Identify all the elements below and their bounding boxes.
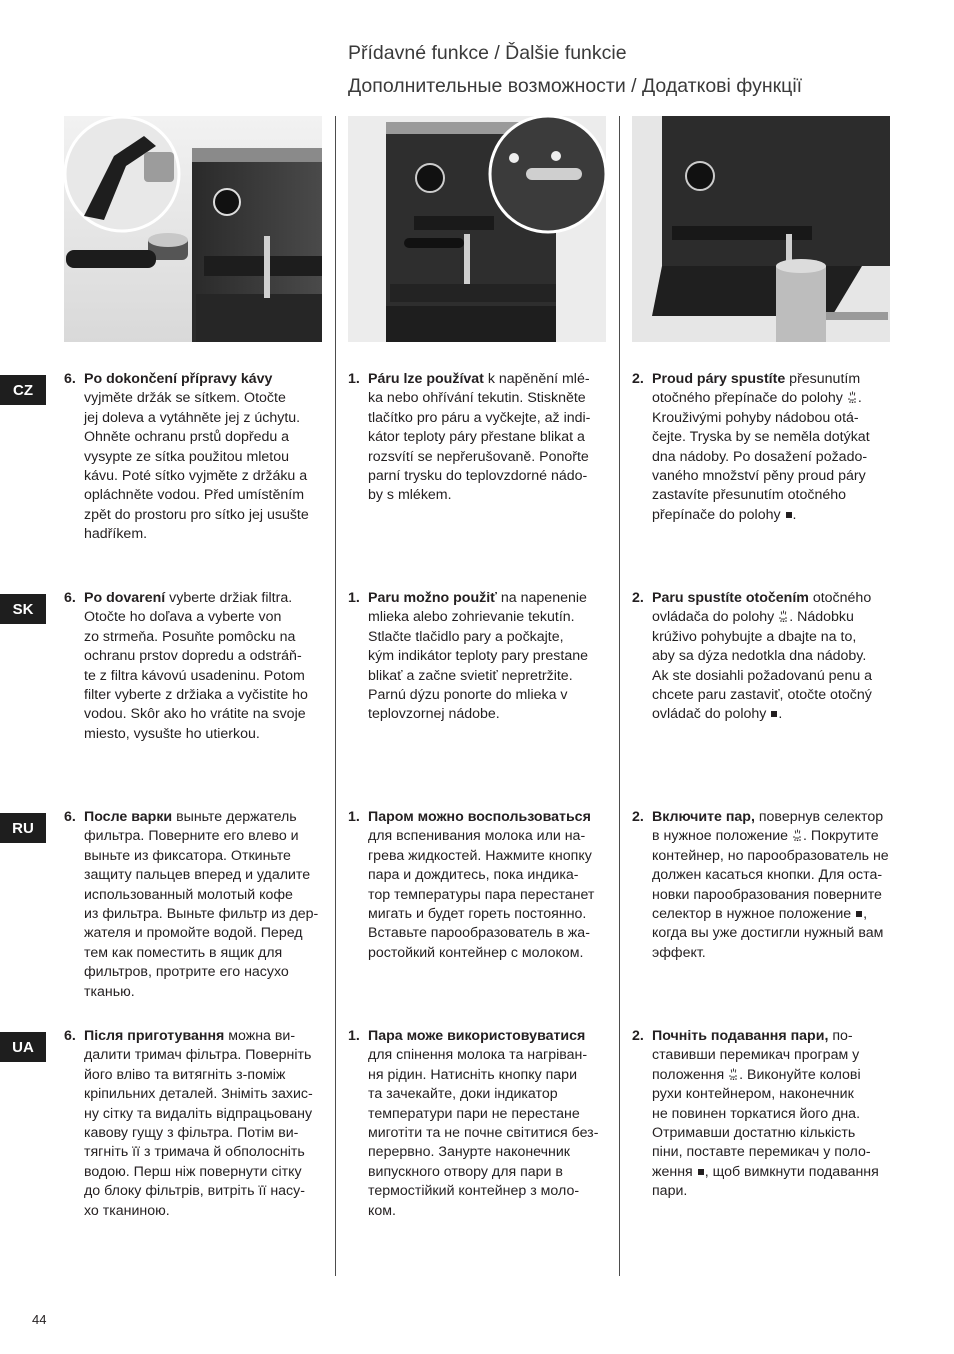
sk-step-2 — [632, 589, 872, 725]
step-text: не повинен торкатися його дна. — [652, 1105, 861, 1122]
step-text: його вліво та витягніть з-поміж — [84, 1066, 286, 1083]
step-text-line — [652, 506, 870, 525]
step-text-line — [368, 1182, 598, 1201]
step-text: filter vyberte z držiaka a vyčistite ho — [84, 687, 308, 704]
step-text: otočného — [808, 590, 872, 606]
step-text: пара и дождитесь, пока индика- — [368, 867, 579, 884]
step-lead-bold: Po dokončení přípravy kávy — [84, 371, 273, 387]
step-text: положення — [652, 1066, 729, 1083]
step-text: , — [863, 906, 868, 923]
step-text-line — [84, 608, 308, 627]
step-text-line — [84, 1163, 313, 1182]
step-text-line — [84, 924, 318, 943]
step-text-line — [84, 409, 309, 428]
step-text-line — [652, 1027, 879, 1046]
step-text-line — [368, 589, 588, 608]
step-text-line — [84, 667, 308, 686]
step-text-line — [368, 905, 594, 924]
step-text-line — [84, 589, 308, 608]
page-title: Přídavné funkce / Ďalšie funkcie — [348, 42, 627, 64]
step-text: miesto, vysušte ho utierkou. — [84, 725, 260, 742]
step-text-line — [652, 389, 870, 408]
step-text-line — [652, 608, 872, 627]
step-text-line — [84, 1182, 313, 1201]
step-number: 1. — [348, 809, 360, 825]
step-text: k napěnění mlé- — [483, 371, 590, 387]
column-divider — [335, 116, 336, 1276]
step-number: 6. — [64, 1028, 76, 1044]
photo-steam-button — [348, 116, 606, 342]
step-text: термостійкий контейнер з моло- — [368, 1183, 580, 1200]
step-text: mlieka alebo zohrievanie tekutín. — [368, 609, 575, 626]
step-lead-bold: Proud páry spustíte — [652, 371, 786, 387]
step-text: повернув селектор — [754, 809, 884, 825]
step-text-line — [368, 827, 594, 846]
step-text: до блоку фільтрів, витріть її насу- — [84, 1183, 305, 1200]
step-text: dna nádoby. Po dosažení požado- — [652, 448, 868, 465]
steam-icon — [792, 829, 803, 841]
step-text: . Nádobku — [789, 609, 854, 626]
step-number: 6. — [64, 371, 76, 387]
step-text-line — [652, 370, 870, 389]
step-text: температури пари не перестане — [368, 1105, 580, 1122]
step-lead-bold: Почніть подавання пари, — [652, 1028, 829, 1044]
step-text: . — [857, 390, 862, 407]
page-subtitle: Дополнительные возможности / Додаткові функції — [348, 75, 803, 97]
steam-icon — [778, 610, 789, 622]
step-text-line — [368, 808, 594, 827]
step-text: teplovzornej nádobe. — [368, 706, 500, 723]
step-text: та зачекайте, доки індикатор — [368, 1086, 558, 1103]
step-text-line — [84, 905, 318, 924]
step-text: водою. Перш ніж повернути сітку — [84, 1163, 302, 1180]
step-text: піни, поставте перемикач у поло- — [652, 1144, 871, 1161]
step-text-line — [652, 866, 889, 885]
sk-step-1 — [348, 589, 588, 725]
step-text-line — [368, 608, 588, 627]
step-text-line — [368, 667, 588, 686]
step-text-line — [84, 647, 308, 666]
cz-step-1 — [348, 370, 590, 506]
cz-step-6 — [64, 370, 309, 545]
step-text-line — [368, 1027, 598, 1046]
step-text: для спінення молока та нагріван- — [368, 1047, 588, 1064]
ua-step-6 — [64, 1027, 313, 1221]
step-text: kávu. Poté sítko vyjměte z držáku a — [84, 468, 308, 485]
step-text: тор температуры пара перестанет — [368, 886, 595, 903]
step-text-line — [368, 467, 590, 486]
step-text: ochranu prstov dopredu a odstráň- — [84, 648, 302, 665]
step-text: Parnú dýzu ponorte do mlieka v — [368, 687, 568, 704]
step-text: тягніть її з тримача й обполосніть — [84, 1144, 305, 1161]
step-text: Ohněte ochranu prstů dopředu a — [84, 429, 290, 446]
step-text: миготіти та не почне світитися без- — [368, 1125, 599, 1142]
step-text-line — [652, 827, 889, 846]
step-text-line — [368, 647, 588, 666]
step-lead-bold: После варки — [84, 809, 173, 825]
step-number: 2. — [632, 1028, 644, 1044]
column-divider — [619, 116, 620, 1276]
ru-step-2 — [632, 808, 889, 963]
step-text-line — [368, 1163, 598, 1182]
step-text-line — [84, 808, 318, 827]
step-text-line — [84, 686, 308, 705]
step-text: parní trysku do teplovzdorné nádo- — [368, 468, 588, 485]
step-text: ження — [652, 1163, 697, 1180]
step-lead-bold: Po dovarení — [84, 590, 166, 606]
step-text-line — [652, 924, 889, 943]
step-text: Отримавши достатню кількість — [652, 1125, 856, 1142]
step-text: ka nebo ohřívání tekutin. Stiskněte — [368, 390, 586, 407]
sk-step-6 — [64, 589, 308, 744]
step-text: защиту пальцев вперед и удалите — [84, 867, 311, 884]
step-text-line — [652, 1124, 879, 1143]
step-lead-bold: Paru možno použiť — [368, 590, 497, 606]
step-text: ну сітку та видаліть відпрацьовану — [84, 1105, 313, 1122]
step-text-line — [652, 667, 872, 686]
step-number: 1. — [348, 371, 360, 387]
step-text-line — [652, 808, 889, 827]
step-text: zpět do prostoru pro sítko jej usušte — [84, 506, 309, 523]
step-text-line — [368, 924, 594, 943]
step-text: Krouživými pohyby nádobou otá- — [652, 409, 859, 426]
step-text-line — [368, 448, 590, 467]
step-text-line — [652, 467, 870, 486]
step-number: 1. — [348, 590, 360, 606]
step-text: kátor teploty páry přestane blikat a — [368, 429, 585, 446]
step-text: vyjměte držák se sítkem. Otočte — [84, 390, 286, 407]
step-text-line — [652, 647, 872, 666]
step-text-line — [368, 866, 594, 885]
step-text: Otočte ho doľava a vyberte von — [84, 609, 282, 626]
step-text: vyberte držiak filtra. — [165, 590, 293, 606]
step-text: ovládača do polohy — [652, 609, 779, 626]
step-text: . Виконуйте колові — [739, 1066, 861, 1083]
language-tab-ua: UA — [0, 1032, 46, 1062]
step-text-line — [84, 847, 318, 866]
step-text: рухи контейнером, наконечник — [652, 1086, 854, 1103]
step-number: 6. — [64, 590, 76, 606]
step-text: tlačítko pro páru a vyčkejte, až indi- — [368, 409, 591, 426]
step-text: должен касаться кнопки. Для оста- — [652, 867, 883, 884]
ua-step-1 — [348, 1027, 598, 1221]
step-text: кріпильних деталей. Зніміть захис- — [84, 1086, 313, 1103]
step-lead-bold: Після приготування — [84, 1028, 225, 1044]
step-text-line — [368, 1143, 598, 1162]
step-text: селектор в нужное положение — [652, 906, 856, 923]
step-text-line — [652, 1163, 879, 1182]
step-lead-bold: Включите пар, — [652, 809, 755, 825]
step-text: выньте держатель — [172, 809, 297, 825]
language-tab-ru: RU — [0, 813, 46, 843]
step-text-line — [84, 448, 309, 467]
step-text: na napenenie — [496, 590, 587, 606]
step-text: Ak ste dosiahli požadovanú penu a — [652, 667, 873, 684]
step-text: . — [778, 706, 783, 723]
step-text-line — [368, 428, 590, 447]
photo-frothing-milk — [632, 116, 890, 342]
step-text-line — [84, 705, 308, 724]
step-number: 2. — [632, 371, 644, 387]
step-text-line — [368, 944, 594, 963]
step-text-line — [84, 963, 318, 982]
step-text-line — [368, 389, 590, 408]
step-text-line — [84, 467, 309, 486]
step-lead-bold: Пара може використовуватися — [368, 1028, 586, 1044]
step-text-line — [652, 448, 870, 467]
step-text: ком. — [368, 1202, 396, 1219]
step-lead-bold: Páru lze používat — [368, 371, 484, 387]
step-text-line — [84, 725, 308, 744]
step-lead-bold: Paru spustíte otočením — [652, 590, 809, 606]
step-text-line — [652, 847, 889, 866]
step-text: ня рідин. Натисніть кнопку пари — [368, 1066, 577, 1083]
ru-step-1 — [348, 808, 594, 963]
step-text-line — [652, 1143, 879, 1162]
step-text-line — [84, 370, 309, 389]
step-text-line — [368, 370, 590, 389]
step-text: новки парообразования поверните — [652, 886, 882, 903]
step-text: rozsvítí se nepřerušovaně. Ponořte — [368, 448, 589, 465]
step-text-line — [84, 1066, 313, 1085]
step-text-line — [368, 486, 590, 505]
step-text: vysypte ze sítka použitou mletou — [84, 448, 290, 465]
step-text-line — [652, 409, 870, 428]
step-text-line — [652, 628, 872, 647]
step-text: . Покрутите — [803, 828, 879, 845]
step-text-line — [84, 1085, 313, 1104]
step-text: krúživo pohybujte a dbajte na to, — [652, 628, 857, 645]
step-text-line — [84, 1105, 313, 1124]
step-text: otočného přepínače do polohy — [652, 390, 847, 407]
step-text: пари. — [652, 1183, 688, 1200]
off-position-square-icon — [786, 512, 792, 518]
step-text-line — [652, 1066, 879, 1085]
step-text: фильтров, протрите его насухо — [84, 964, 289, 981]
step-text-line — [84, 886, 318, 905]
step-text: кавову гущу з фільтра. Потім ви- — [84, 1125, 299, 1142]
step-text-line — [84, 1124, 313, 1143]
step-text-line — [84, 1143, 313, 1162]
step-text: blikať a začne svietiť nepretržite. — [368, 667, 573, 684]
step-text: когда вы уже достигли нужный вам — [652, 925, 884, 942]
cz-step-2 — [632, 370, 870, 525]
step-text: te z filtra kávovú usadeninu. Potom — [84, 667, 305, 684]
step-text-line — [84, 1046, 313, 1065]
step-text-line — [368, 705, 588, 724]
step-text: hadříkem. — [84, 526, 148, 543]
step-text: , щоб вимкнути подавання — [704, 1163, 879, 1180]
step-text-line — [368, 686, 588, 705]
step-text: . — [792, 506, 797, 523]
step-text-line — [84, 944, 318, 963]
step-text-line — [368, 1202, 598, 1221]
step-text-line — [84, 866, 318, 885]
step-text-line — [652, 886, 889, 905]
step-text: přesunutím — [785, 371, 861, 387]
step-text: jej doleva a vytáhněte jej z úchytu. — [84, 409, 301, 426]
step-text: přepínače do polohy — [652, 506, 785, 523]
step-text: ставивши перемикач програм у — [652, 1047, 860, 1064]
step-text: фильтра. Поверните его влево и — [84, 828, 299, 845]
step-text-line — [84, 1027, 313, 1046]
step-text: по- — [828, 1028, 853, 1044]
step-text: выньте из фиксатора. Откиньте — [84, 847, 291, 864]
step-text: vaného množství pěny proud páry — [652, 468, 866, 485]
step-lead-bold: Паром можно воспользоваться — [368, 809, 591, 825]
step-text-line — [84, 486, 309, 505]
step-text-line — [368, 409, 590, 428]
steam-icon — [728, 1068, 739, 1080]
step-text: ростойкий контейнер с молоком. — [368, 944, 584, 961]
step-text: chcete paru zastaviť, otočte otočný — [652, 687, 872, 704]
step-text-line — [652, 944, 889, 963]
off-position-square-icon — [771, 711, 777, 717]
step-text: aby sa dýza nedotkla dna nádoby. — [652, 648, 867, 665]
step-text-line — [84, 1202, 313, 1221]
step-text-line — [652, 589, 872, 608]
step-text: випускного отвору для пари в — [368, 1163, 563, 1180]
off-position-square-icon — [698, 1169, 704, 1175]
step-text-line — [84, 389, 309, 408]
off-position-square-icon — [856, 911, 862, 917]
step-number: 6. — [64, 809, 76, 825]
step-text: хо тканиною. — [84, 1202, 170, 1219]
step-text: эффект. — [652, 944, 706, 961]
step-text-line — [652, 1182, 879, 1201]
page-number: 44 — [32, 1312, 47, 1327]
step-text-line — [652, 705, 872, 724]
step-text-line — [652, 1085, 879, 1104]
photo-remove-filter-holder — [64, 116, 322, 342]
step-text: čejte. Tryska by se neměla dotýkat — [652, 429, 870, 446]
step-text: zo strmeňa. Posuňte pomôcku na — [84, 628, 296, 645]
step-text: использованный молотый кофе — [84, 886, 293, 903]
step-text: тем как поместить в ящик для — [84, 944, 283, 961]
step-text: перервно. Занурте наконечник — [368, 1144, 570, 1161]
step-text: можна ви- — [224, 1028, 296, 1044]
step-number: 1. — [348, 1028, 360, 1044]
step-text: жателя и промойте водой. Перед — [84, 925, 303, 942]
step-text-line — [652, 486, 870, 505]
step-text-line — [652, 1046, 879, 1065]
step-text-line — [84, 827, 318, 846]
step-text-line — [368, 628, 588, 647]
step-text: мигать и будет гореть постоянно. — [368, 906, 587, 923]
step-number: 2. — [632, 809, 644, 825]
step-text: kým indikátor teploty pary prestane — [368, 648, 589, 665]
step-text-line — [368, 847, 594, 866]
steam-icon — [847, 391, 858, 403]
step-text: из фильтра. Выньте фильтр из дер- — [84, 906, 319, 923]
ru-step-6 — [64, 808, 318, 1002]
step-text: zastavíte přesunutím otočného — [652, 487, 847, 504]
step-text-line — [368, 886, 594, 905]
step-text-line — [652, 686, 872, 705]
step-text-line — [652, 428, 870, 447]
step-text-line — [652, 905, 889, 924]
step-text: тканью. — [84, 983, 135, 1000]
ua-step-2 — [632, 1027, 879, 1202]
step-text: ovládač do polohy — [652, 706, 771, 723]
step-text: грева жидкостей. Нажмите кнопку — [368, 847, 592, 864]
step-text: Stlačte tlačidlo pary a počkajte, — [368, 628, 564, 645]
step-text-line — [84, 428, 309, 447]
step-text: в нужное положение — [652, 828, 793, 845]
language-tab-sk: SK — [0, 594, 46, 624]
step-text: vodou. Skôr ako ho vrátite na svoje — [84, 706, 306, 723]
step-text: opláchněte vodou. Před umístěním — [84, 487, 305, 504]
step-text-line — [84, 506, 309, 525]
language-tab-cz: CZ — [0, 375, 46, 405]
step-text-line — [652, 1105, 879, 1124]
step-text-line — [368, 1066, 598, 1085]
step-text-line — [368, 1085, 598, 1104]
step-text-line — [368, 1105, 598, 1124]
step-text: Вставьте парообразователь в жа- — [368, 925, 590, 942]
step-text: для вспенивания молока или на- — [368, 828, 586, 845]
step-text-line — [84, 525, 309, 544]
step-text-line — [368, 1124, 598, 1143]
step-text-line — [84, 628, 308, 647]
step-text-line — [368, 1046, 598, 1065]
step-number: 2. — [632, 590, 644, 606]
step-text: by s mlékem. — [368, 487, 452, 504]
step-text: далити тримач фільтра. Поверніть — [84, 1047, 312, 1064]
step-text-line — [84, 983, 318, 1002]
step-text: контейнер, но парообразователь не — [652, 847, 889, 864]
